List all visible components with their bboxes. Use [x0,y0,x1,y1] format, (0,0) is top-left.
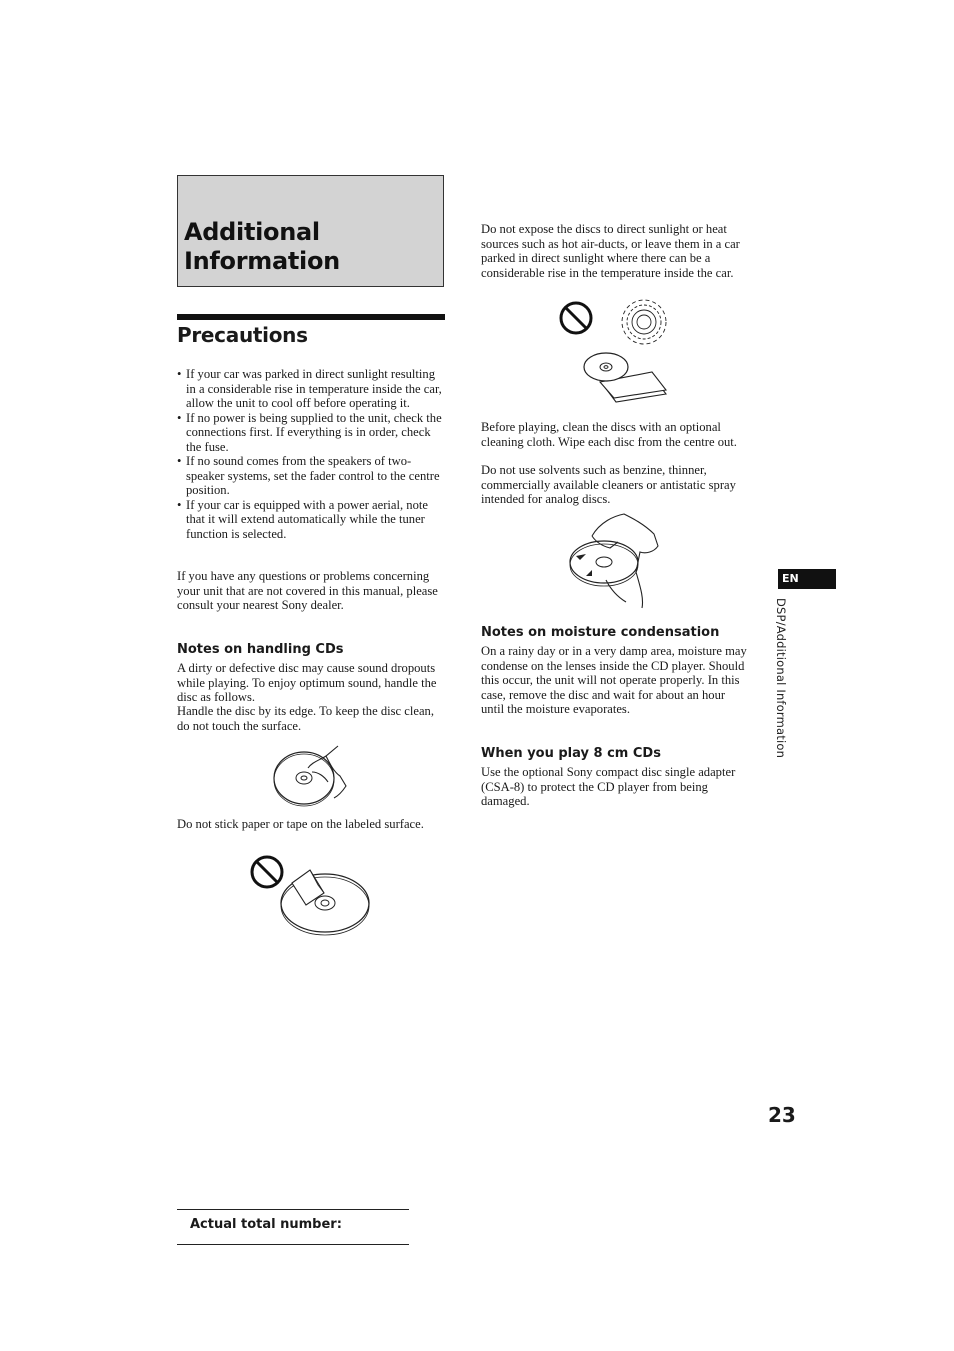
page-number: 23 [768,1103,796,1127]
arrow-icon [586,570,592,576]
questions-paragraph: If you have any questions or problems concerning your unit that are not covered in this manual, please consult your nearest Sony dealer. [177,569,438,612]
precautions-list [177,367,445,541]
handle-disc-illustration [268,742,358,808]
handling-text-2: Handle the disc by its edge. To keep the disc clean, do not touch the surface. [177,704,434,733]
eight-cm-text: Use the optional Sony compact disc single adapter (CSA-8) to protect the CD player from being damaged. [481,765,736,808]
list-item: • If your car was parked in direct sunlight resulting in a considerable rise in temperature inside the car, allow the unit to cool off before operating it. [177,367,445,411]
footer-rule-top [177,1209,409,1210]
no-sunlight-illustration [556,300,676,410]
list-item: • If no sound comes from the speakers of two-speaker systems, set the fader control to the centre position. [177,454,445,498]
handling-text-3: Do not stick paper or tape on the labeled surface. [177,817,424,831]
heading-rule [177,314,445,320]
list-item: • If your car is equipped with a power aerial, note that it will extend automatically while the tuner function is selected. [177,498,445,542]
sunlight-paragraph: Do not expose the discs to direct sunlight or heat sources such as hot air-ducts, or leave them in a car parked in direct sunlight where there can be a considerable rise in the temperature inside the car. [481,222,740,280]
no-tape-illustration [248,853,372,937]
handling-title: Notes on handling CDs [177,642,344,657]
section-title-box [177,175,444,287]
clean-paragraph: Before playing, clean the discs with an optional cleaning cloth. Wipe each disc from the centre out. [481,420,737,449]
prohibited-icon [252,857,282,887]
prohibited-icon [561,303,591,333]
moisture-text: On a rainy day or in a very damp area, moisture may condense on the lenses inside the CD player. Should this occur, the unit will not operate properly. In this case, remove the disc and wait for about an hour until the moisture evaporates. [481,644,747,716]
side-section-label: DSP/Additional Information [774,598,788,759]
clean-disc-illustration [566,512,666,616]
footer-rule-bottom [177,1244,409,1245]
footer-label: Actual total number: [190,1217,342,1232]
solvents-paragraph: Do not use solvents such as benzine, thinner, commercially available cleaners or antistatic spray intended for analog discs. [481,463,736,506]
moisture-title: Notes on moisture condensation [481,625,720,640]
precautions-heading: Precautions [177,323,308,347]
list-item: • If no power is being supplied to the unit, check the connections first. If everything is in order, check the fuse. [177,411,445,455]
arrow-icon [576,554,586,560]
handling-text-1: A dirty or defective disc may cause sound dropouts while playing. To enjoy optimum sound, handle the disc as follows. [177,661,437,704]
sun-icon [622,300,666,344]
eight-cm-title: When you play 8 cm CDs [481,746,661,761]
language-tab: EN [778,569,836,589]
section-title: Additional Information [184,218,340,275]
